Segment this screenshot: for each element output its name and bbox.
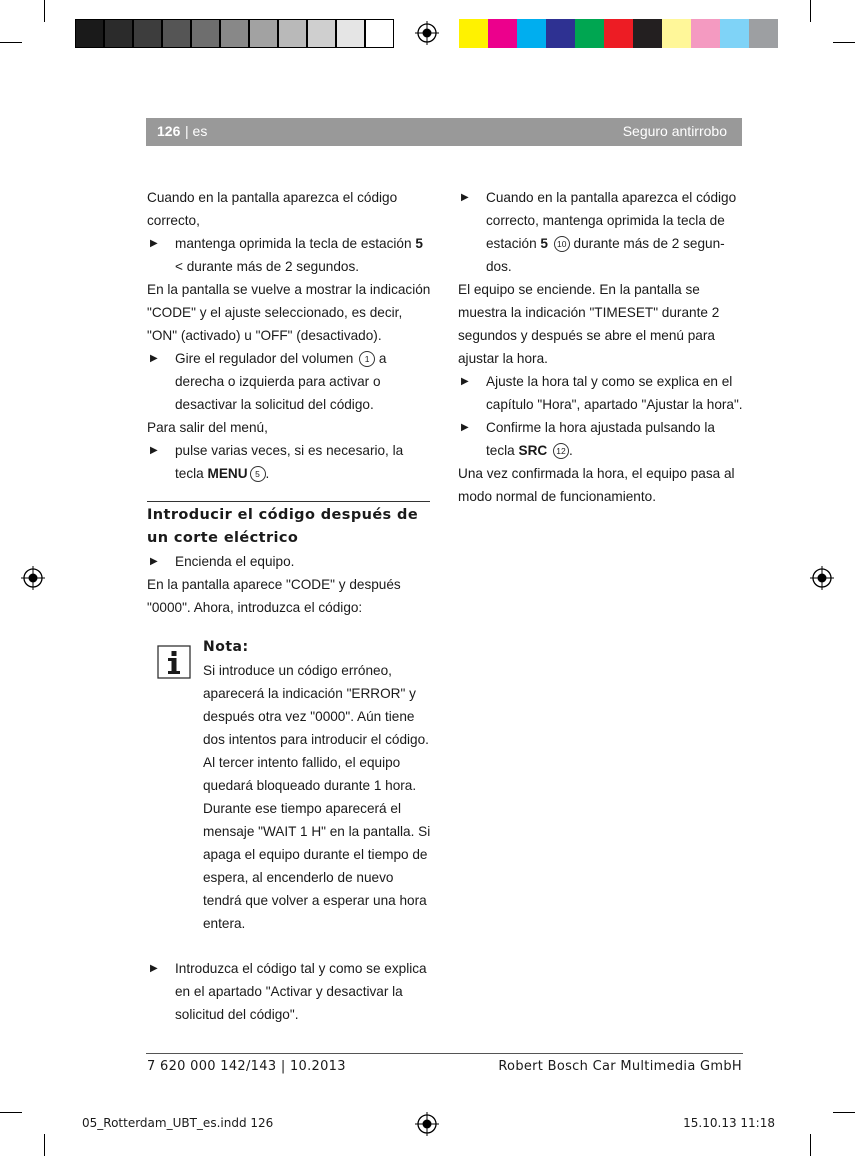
- subheading: Introducir el código después de un corte eléctrico: [147, 507, 419, 546]
- section-title: Seguro antirrobo: [622, 123, 727, 139]
- left-column: [147, 186, 432, 485]
- color-swatch: [488, 19, 517, 48]
- color-swatch: [633, 19, 662, 48]
- step-item: [147, 550, 432, 573]
- slug-date: 15.10.13 11:18: [683, 1116, 775, 1130]
- note-body: Si introduce un código erróneo, aparecerá la indicación "ERROR" y después otra vez "0000". Aún tiene dos intentos para introducir el código. Al tercer intento fallido, el equipo quedará bloqueado durante 1 hora. Durante ese tiempo aparecerá el mensaje "WAIT 1 H" en la pantalla. Si apaga el equipo durante el tiempo de espera, al encenderlo de nuevo tendrá que volver a esperar una hora entera.: [203, 663, 431, 931]
- color-swatch: [307, 19, 336, 48]
- step-text: mantenga oprimida la tecla de estación: [175, 236, 416, 251]
- info-icon: [157, 645, 191, 679]
- color-swatch: [75, 19, 104, 48]
- document-number: 7 620 000 142/143 | 10.2013: [147, 1059, 346, 1074]
- registration-mark-icon: [810, 566, 834, 590]
- key-label: MENU: [207, 466, 248, 481]
- step-text: .: [265, 466, 270, 481]
- color-swatch: [220, 19, 249, 48]
- control-number-badge: 10: [554, 236, 570, 252]
- publisher: Robert Bosch Car Multimedia GmbH: [498, 1059, 742, 1074]
- color-swatch: [546, 19, 575, 48]
- step-item: [458, 370, 743, 416]
- step-text: durante más de 2 segun-dos.: [486, 236, 725, 274]
- color-swatch: [691, 19, 720, 48]
- paragraph: Una vez confirmada la hora, el equipo pasa al modo normal de funcionamiento.: [458, 466, 735, 504]
- color-swatch: [575, 19, 604, 48]
- note-box: [203, 636, 433, 935]
- registration-mark-icon: [415, 1112, 439, 1136]
- arrow-bullet-icon: ▶: [150, 353, 158, 364]
- paragraph: Para salir del menú,: [147, 420, 268, 435]
- step-text: a derecha o izquierda para activar o desactivar la solicitud del código.: [175, 351, 387, 412]
- slug-file: 05_Rotterdam_UBT_es.indd 126: [82, 1116, 274, 1130]
- color-swatch: [249, 19, 278, 48]
- footer-divider: [146, 1053, 743, 1054]
- registration-mark-icon: [415, 21, 439, 45]
- arrow-bullet-icon: ▶: [150, 238, 158, 249]
- step-item: [147, 347, 432, 416]
- paragraph: En la pantalla se vuelve a mostrar la indicación "CODE" y el ajuste seleccionado, es decir, "ON" (activado) u "OFF" (desactivado).: [147, 282, 431, 343]
- paragraph: En la pantalla aparece "CODE" y después "0000". Ahora, introduzca el código:: [147, 577, 401, 615]
- section-divider: [147, 501, 430, 502]
- color-swatch: [162, 19, 191, 48]
- color-swatch: [278, 19, 307, 48]
- intro-text: Cuando en la pantalla aparezca el código correcto,: [147, 190, 398, 228]
- key-label: 5: [540, 236, 548, 251]
- step-text: Introduzca el código tal y como se explica en el apartado "Activar y desactivar la solicitud del código".: [175, 961, 427, 1022]
- color-swatch: [365, 19, 394, 48]
- step-text: pulse varias veces, si es necesario, la tecla: [175, 443, 404, 481]
- step-text: Ajuste la hora tal y como se explica en el capítulo "Hora", apartado "Ajustar la hora".: [486, 374, 743, 412]
- step-text: < durante más de 2 segundos.: [175, 259, 360, 274]
- page-language: | es: [185, 123, 208, 139]
- right-column: [458, 186, 743, 508]
- page-number: 126: [157, 123, 181, 139]
- step-item: [147, 957, 432, 1026]
- color-swatch: [720, 19, 749, 48]
- paragraph: El equipo se enciende. En la pantalla se muestra la indicación "TIMESET" durante 2 segundos y después se abre el menú para ajustar la hora.: [458, 282, 720, 366]
- arrow-bullet-icon: ▶: [461, 192, 469, 203]
- step-text: Encienda el equipo.: [175, 554, 295, 569]
- control-number-badge: 12: [553, 443, 569, 459]
- arrow-bullet-icon: ▶: [150, 445, 158, 456]
- step-text: .: [568, 443, 573, 458]
- color-bar: [459, 19, 778, 48]
- color-swatch: [459, 19, 488, 48]
- control-number-badge: 1: [359, 351, 375, 367]
- registration-mark-icon: [21, 566, 45, 590]
- step-item: [458, 416, 743, 462]
- control-number-badge: 5: [250, 466, 266, 482]
- color-swatch: [662, 19, 691, 48]
- color-swatch: [749, 19, 778, 48]
- left-column-section: [147, 550, 432, 619]
- step-text: Gire el regulador del volumen: [175, 351, 358, 366]
- arrow-bullet-icon: ▶: [150, 556, 158, 567]
- color-swatch: [604, 19, 633, 48]
- color-swatch: [191, 19, 220, 48]
- arrow-bullet-icon: ▶: [461, 376, 469, 387]
- grayscale-bar: [75, 19, 394, 48]
- step-item: [458, 186, 743, 278]
- step-item: [147, 439, 432, 485]
- color-swatch: [517, 19, 546, 48]
- step-item: [147, 232, 432, 278]
- arrow-bullet-icon: ▶: [461, 422, 469, 433]
- key-label: 5: [415, 236, 423, 251]
- step-text: Cuando en la pantalla aparezca el código correcto, mantenga oprimida la tecla de estación: [486, 190, 737, 251]
- step-text: Confirme la hora ajustada pulsando la tecla: [486, 420, 715, 458]
- arrow-bullet-icon: ▶: [150, 963, 158, 974]
- color-swatch: [336, 19, 365, 48]
- color-swatch: [133, 19, 162, 48]
- left-column-end: [147, 957, 432, 1026]
- color-swatch: [104, 19, 133, 48]
- key-label: SRC: [518, 443, 548, 458]
- note-title: Nota:: [203, 639, 249, 655]
